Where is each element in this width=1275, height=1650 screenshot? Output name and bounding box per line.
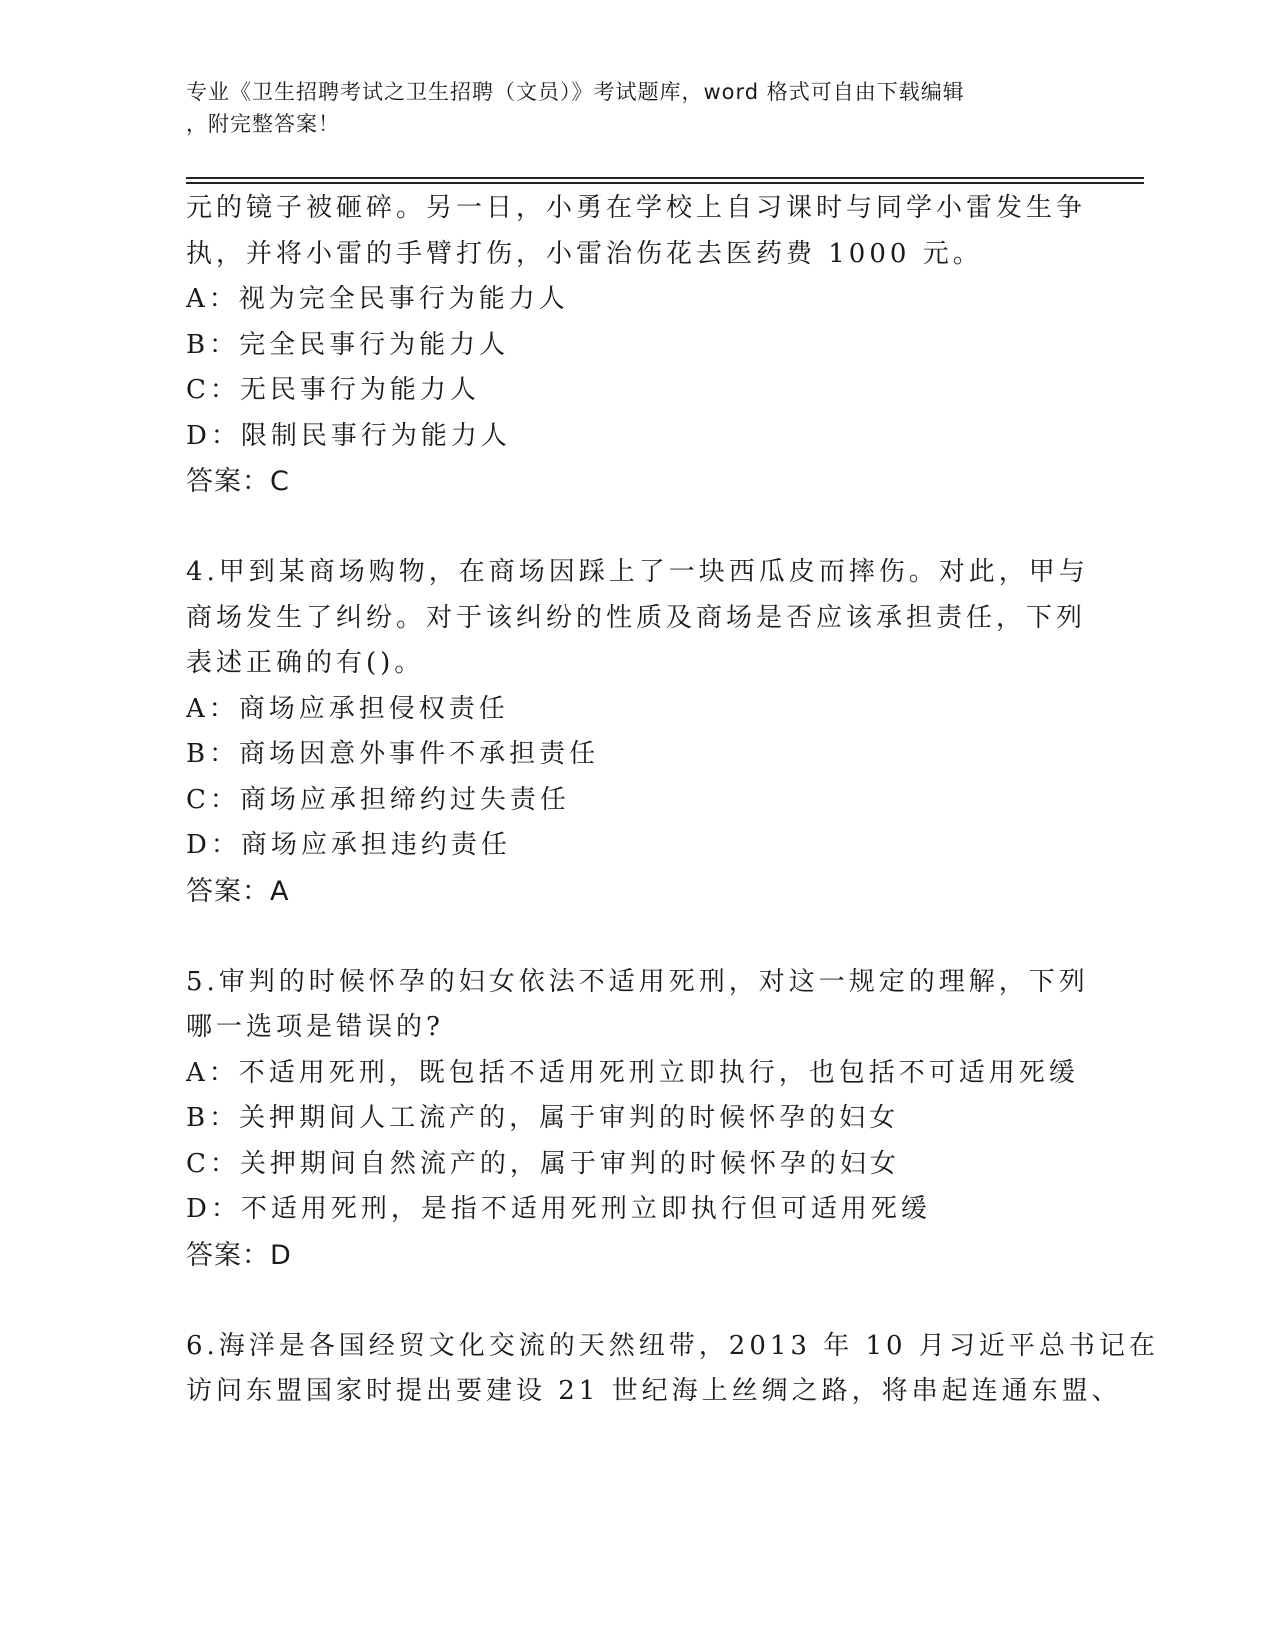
question-6 [186, 1324, 1159, 1415]
answer-line: 答案：D [186, 1239, 292, 1271]
option-c: C：关押期间自然流产的，属于审判的时候怀孕的妇女 [186, 1148, 900, 1179]
question-text-line: 元的镜子被砸碎。另一日，小勇在学校上自习课时与同学小雷发生争 [186, 193, 1087, 223]
question-text-line: 哪一选项是错误的? [186, 1012, 444, 1042]
document-header [186, 76, 1066, 140]
spacer [186, 1278, 1086, 1324]
page-content [186, 186, 1159, 1415]
option-a: A：视为完全民事行为能力人 [186, 284, 569, 314]
question-text-line: 6.海洋是各国经贸文化交流的天然纽带，2013 年 10 月习近平总书记在 [186, 1330, 1159, 1361]
question-text-line: 访问东盟国家时提出要建设 21 世纪海上丝绸之路，将串起连通东盟、 [186, 1376, 1122, 1406]
option-d: D：商场应承担违约责任 [186, 830, 511, 860]
question-4 [186, 550, 1089, 914]
option-a: A：不适用死刑，既包括不适用死刑立即执行，也包括不可适用死缓 [186, 1057, 1079, 1088]
question-5 [186, 960, 1089, 1279]
spacer [186, 914, 1086, 960]
header-line-2: ，附完整答案！ [186, 112, 340, 136]
question-text-line: 5.审判的时候怀孕的妇女依法不适用死刑，对这一规定的理解，下列 [186, 966, 1089, 997]
option-d: D：限制民事行为能力人 [186, 420, 511, 451]
answer-line: 答案：A [186, 875, 290, 907]
header-line-1: 专业《卫生招聘考试之卫生招聘（文员）》考试题库，word 格式可自由下载编辑 [186, 80, 965, 104]
question-text-line: 执，并将小雷的手臂打伤，小雷治伤花去医药费 1000 元。 [186, 238, 983, 269]
option-d: D：不适用死刑，是指不适用死刑立即执行但可适用死缓 [186, 1194, 931, 1224]
question-text-line: 商场发生了纠纷。对于该纠纷的性质及商场是否应该承担责任，下列 [186, 602, 1087, 633]
spacer [186, 505, 1086, 551]
question-text-line: 4.甲到某商场购物，在商场因踩上了一块西瓜皮而摔伤。对此，甲与 [186, 557, 1089, 587]
header-rule-top [186, 177, 1144, 179]
option-b: B：关押期间人工流产的，属于审判的时候怀孕的妇女 [186, 1103, 900, 1133]
option-c: C：商场应承担缔约过失责任 [186, 784, 570, 815]
option-c: C：无民事行为能力人 [186, 375, 480, 405]
question-text-line: 表述正确的有()。 [186, 648, 425, 678]
answer-line: 答案：C [186, 466, 290, 497]
option-b: B：商场因意外事件不承担责任 [186, 739, 600, 769]
option-b: B：完全民事行为能力人 [186, 329, 510, 360]
header-rule-bottom [186, 182, 1144, 184]
option-a: A：商场应承担侵权责任 [186, 693, 509, 724]
question-3-continued [186, 186, 1086, 505]
